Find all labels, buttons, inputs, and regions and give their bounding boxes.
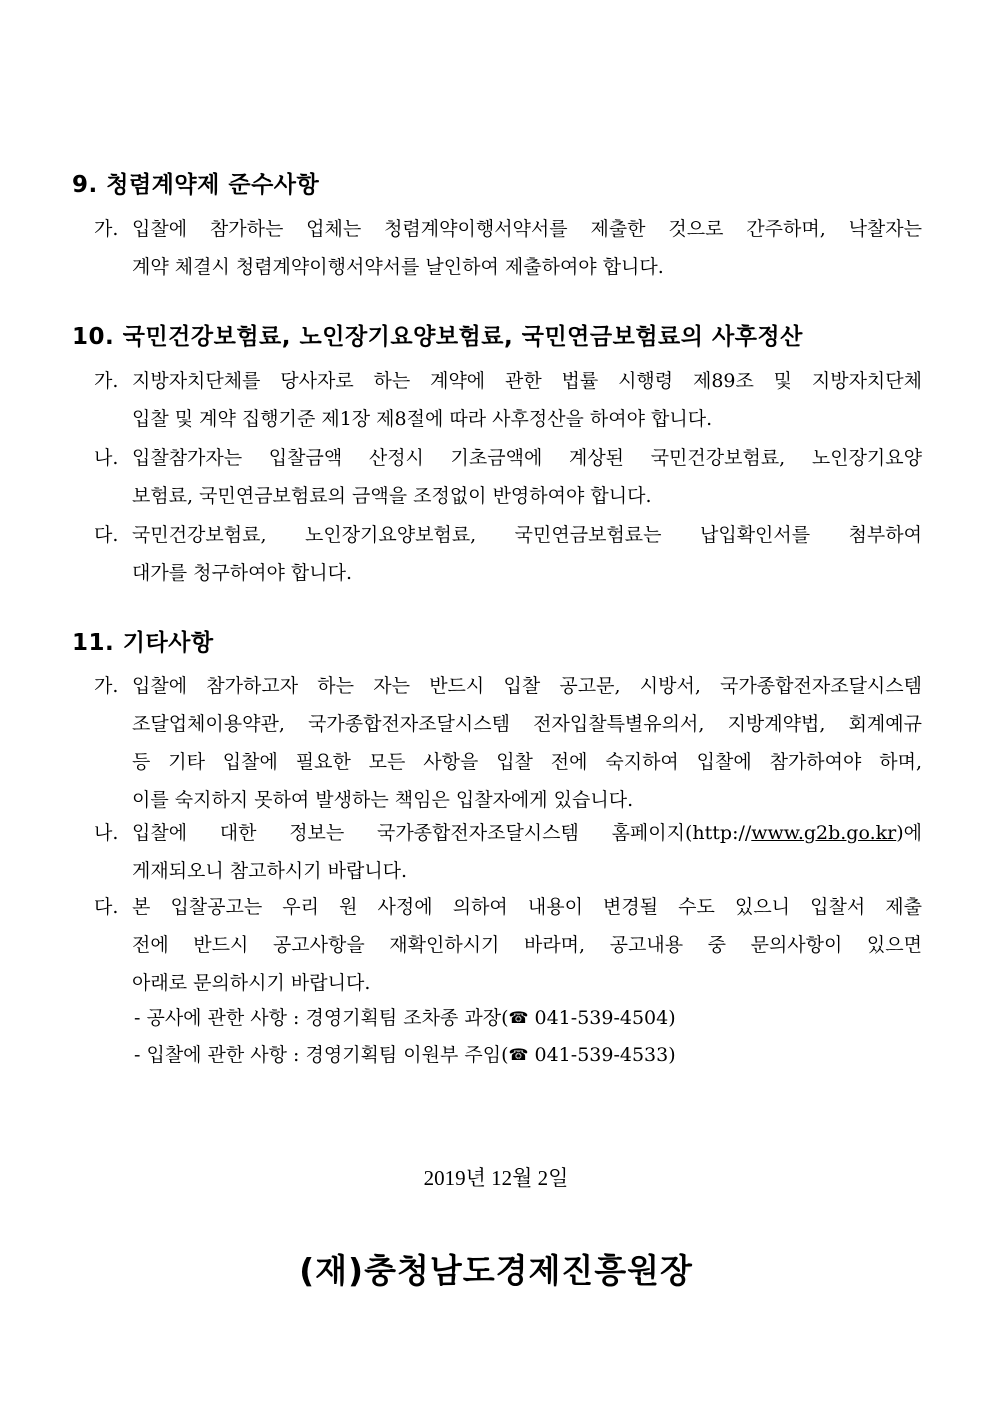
phone-icon: ☎ <box>508 1008 529 1027</box>
item-text-line: 대가를 청구하여야 합니다. <box>132 562 353 584</box>
section-9-item-ga <box>94 216 922 280</box>
contact-construction <box>134 1005 676 1031</box>
item-text-line: 이를 숙지하지 못하여 발생하는 책임은 입찰자에게 있습니다. <box>132 789 634 811</box>
item-text-line: 본 입찰공고는 우리 원 사정에 의하여 내용이 변경될 수도 있으니 입찰서 제출 <box>132 896 922 918</box>
contact-phone: 041-539-4533) <box>528 1044 676 1066</box>
item-text-line: 전에 반드시 공고사항을 재확인하시기 바라며, 공고내용 중 문의사항이 있으면 <box>132 934 922 956</box>
item-text-line: 보험료, 국민연금보험료의 금액을 조정없이 반영하여야 합니다. <box>132 485 652 507</box>
item-text-line: 등 기타 입찰에 필요한 모든 사항을 입찰 전에 숙지하여 입찰에 참가하여야 하며, <box>132 751 922 773</box>
item-text-line: 입찰에 참가하고자 하는 자는 반드시 입찰 공고문, 시방서, 국가종합전자조달시스템 <box>132 675 922 697</box>
website-link[interactable]: www.g2b.go.kr <box>751 822 897 844</box>
issuing-organization: (재)충청남도경제진흥원장 <box>299 1251 693 1290</box>
item-marker: 가. <box>94 370 119 392</box>
item-text-line: 조달업체이용약관, 국가종합전자조달시스템 전자입찰특별유의서, 지방계약법, 회계예규 <box>132 713 922 735</box>
item-text-line: 게재되오니 참고하시기 바랍니다. <box>132 860 408 882</box>
item-text-suffix: )에 <box>896 822 922 844</box>
section-11-title: 11. 기타사항 <box>72 630 214 656</box>
item-text-line: 계약 체결시 청렴계약이행서약서를 날인하여 제출하여야 합니다. <box>132 256 664 278</box>
item-text-line: 지방자치단체를 당사자로 하는 계약에 관한 법률 시행령 제89조 및 지방자치단체 <box>132 370 922 392</box>
section-10-item-na <box>94 445 922 509</box>
item-marker: 나. <box>94 822 119 844</box>
contact-text: - 입찰에 관한 사항 : 경영기획팀 이원부 주임( <box>134 1044 509 1066</box>
contact-text: - 공사에 관한 사항 : 경영기획팀 조차종 과장( <box>134 1007 509 1029</box>
item-text-prefix: 입찰에 대한 정보는 국가종합전자조달시스템 홈페이지(http:// <box>132 822 752 844</box>
item-text-line: 입찰 및 계약 집행기준 제1장 제8절에 따라 사후정산을 하여야 합니다. <box>132 408 713 430</box>
section-10-item-ga <box>94 368 922 432</box>
section-9-title: 9. 청렴계약제 준수사항 <box>72 172 320 198</box>
item-text-line: 입찰참가자는 입찰금액 산정시 기초금액에 계상된 국민건강보험료, 노인장기요양 <box>132 447 922 469</box>
section-11-item-ga <box>94 673 922 813</box>
item-text-line <box>132 820 922 846</box>
item-marker: 다. <box>94 524 119 546</box>
section-10-title: 10. 국민건강보험료, 노인장기요양보험료, 국민연금보험료의 사후정산 <box>72 324 803 350</box>
item-marker: 가. <box>94 675 119 697</box>
item-text-line: 국민건강보험료, 노인장기요양보험료, 국민연금보험료는 납입확인서를 첨부하여 <box>132 524 922 546</box>
item-text-line: 입찰에 참가하는 업체는 청렴계약이행서약서를 제출한 것으로 간주하며, 낙찰자는 <box>132 218 922 240</box>
document-date: 2019년 12월 2일 <box>423 1166 569 1190</box>
contact-phone: 041-539-4504) <box>528 1007 676 1029</box>
item-text-line: 아래로 문의하시기 바랍니다. <box>132 972 371 994</box>
contact-bidding <box>134 1042 676 1068</box>
section-10-item-da <box>94 522 922 586</box>
section-11-item-da <box>94 894 922 996</box>
item-marker: 나. <box>94 447 119 469</box>
item-marker: 다. <box>94 896 119 918</box>
section-11-item-na <box>94 820 922 884</box>
phone-icon: ☎ <box>508 1045 529 1064</box>
item-marker: 가. <box>94 218 119 240</box>
